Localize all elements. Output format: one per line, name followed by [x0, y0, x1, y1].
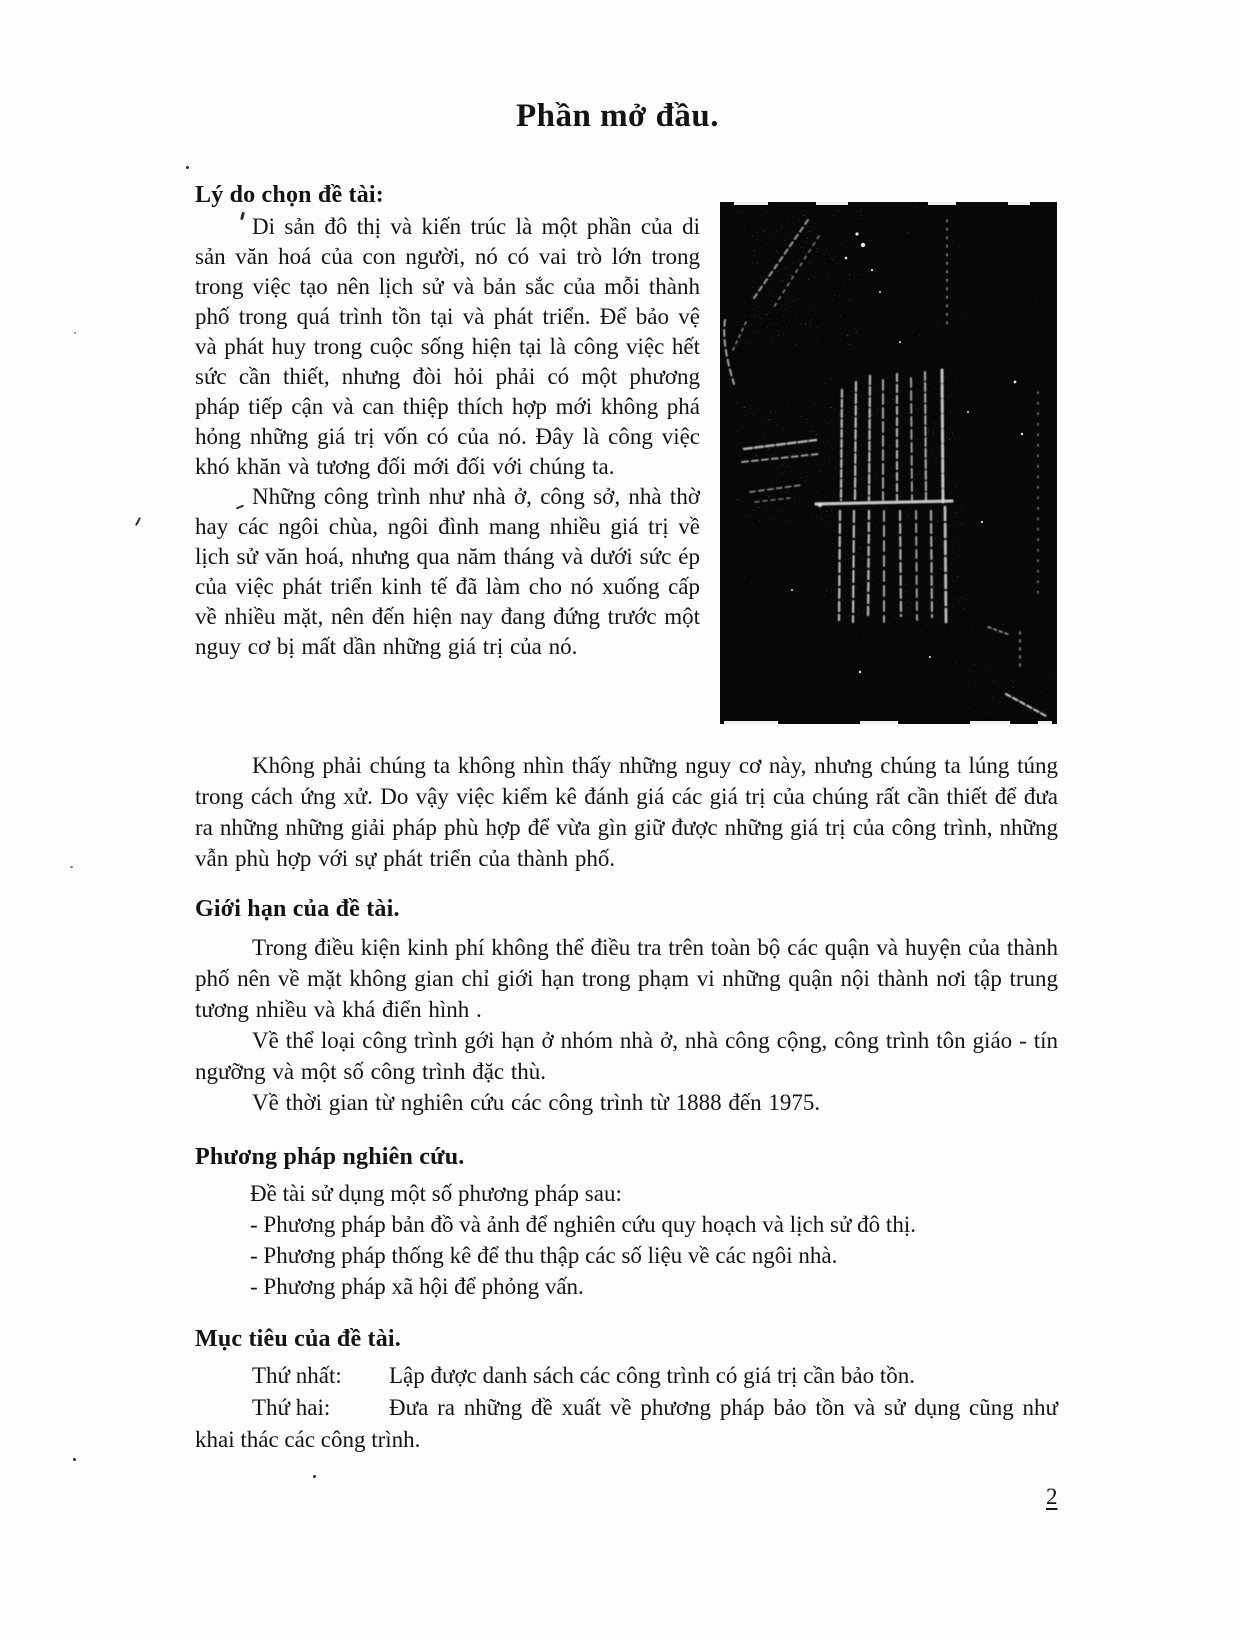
- method-item: - Phương pháp thống kê để thu thập các số liệu về các ngôi nhà.: [250, 1243, 838, 1268]
- section-heading-methods: Phương pháp nghiên cứu.: [195, 1144, 465, 1170]
- section-scope: [195, 894, 1058, 1118]
- page-title: Phần mở đầu.: [515, 98, 720, 134]
- scan-speck: [186, 166, 189, 169]
- scan-speck: [313, 1475, 316, 1478]
- section-heading-reason: Lý do chọn đề tài:: [195, 182, 384, 208]
- goal-text: Đưa ra những đề xuất về phương pháp bảo tồn và sử dụng cũng như khai thác các công trình.: [195, 1395, 1058, 1452]
- scan-speck: [73, 1458, 76, 1461]
- section-goals: [195, 1324, 1058, 1456]
- paragraph: Không phải chúng ta không nhìn thấy những nguy cơ này, nhưng chúng ta lúng túng trong cách ứng xử. Do vậy việc kiểm kê đánh giá các giá trị của chúng rất cần thiết để đưa ra những những giải pháp phù hợp để vừa gìn giữ được những giá trị của công trình, những vẫn phù hợp với sự phát triển của thành phố.: [195, 753, 1058, 871]
- page-number: 2: [1046, 1484, 1058, 1509]
- scan-speck: [70, 866, 73, 868]
- section-heading-goals: Mục tiêu của đề tài.: [195, 1326, 401, 1352]
- method-item: - Phương pháp xã hội để phỏng vấn.: [250, 1274, 584, 1299]
- section-methods: [195, 1142, 1058, 1302]
- scan-speck: [74, 332, 76, 334]
- section-heading-scope: Giới hạn của đề tài.: [195, 896, 400, 922]
- goal-label: Thứ hai:: [252, 1395, 331, 1420]
- methods-intro: Đề tài sử dụng một số phương pháp sau:: [250, 1181, 622, 1206]
- paragraph: Trong điều kiện kinh phí không thể điều tra trên toàn bộ các quận và huyện của thành phố nên về mặt không gian chỉ giới hạn trong phạm vi những quận nội thành nơi tập trung tương nhiều và khá điển hình .: [195, 935, 1058, 1022]
- text-column-beside-photo: [195, 212, 700, 750]
- paragraph: Những công trình như nhà ở, công sở, nhà thờ hay các ngôi chùa, ngôi đình mang nhiều giá trị về lịch sử văn hoá, nhưng qua năm tháng và dưới sức ép của việc phát triển kinh tế đã làm cho nó xuống cấp về nhiều mặt, nên đến hiện nay đang đứng trước một nguy cơ bị mất dần những giá trị của nó.: [195, 484, 700, 659]
- goal-line: [195, 1392, 1058, 1456]
- paragraph: Di sản đô thị và kiến trúc là một phần của di sản văn hoá của con người, nó có vai trò lớn trong trong việc tạo nên lịch sử và bản sắc của mỗi thành phố trong quá trình tồn tại và phát triển. Để bảo vệ và phát huy trong cuộc sống hiện tại là công việc hết sức cần thiết, nhưng đòi hỏi phải có một phương pháp tiếp cận và can thiệp thích hợp mới không phá hỏng những giá trị vốn có của nó. Đây là công việc khó khăn và tương đối mới đối với chúng ta.: [195, 214, 700, 479]
- heritage-gate-photo: [720, 202, 1057, 724]
- method-item: - Phương pháp bản đồ và ảnh để nghiên cứu quy hoạch và lịch sử đô thị.: [250, 1212, 916, 1237]
- goal-label: Thứ nhất:: [252, 1363, 342, 1388]
- scan-speck: [135, 517, 141, 526]
- paragraph: Về thời gian từ nghiên cứu các công trình từ 1888 đến 1975.: [252, 1090, 821, 1115]
- goal-line: [195, 1360, 1058, 1392]
- goal-text: Lập được danh sách các công trình có giá trị cần bảo tồn.: [389, 1363, 915, 1388]
- paragraph: Về thể loại công trình gới hạn ở nhóm nhà ở, nhà công cộng, công trình tôn giáo - tín ngưỡng và một số công trình đặc thù.: [195, 1028, 1058, 1084]
